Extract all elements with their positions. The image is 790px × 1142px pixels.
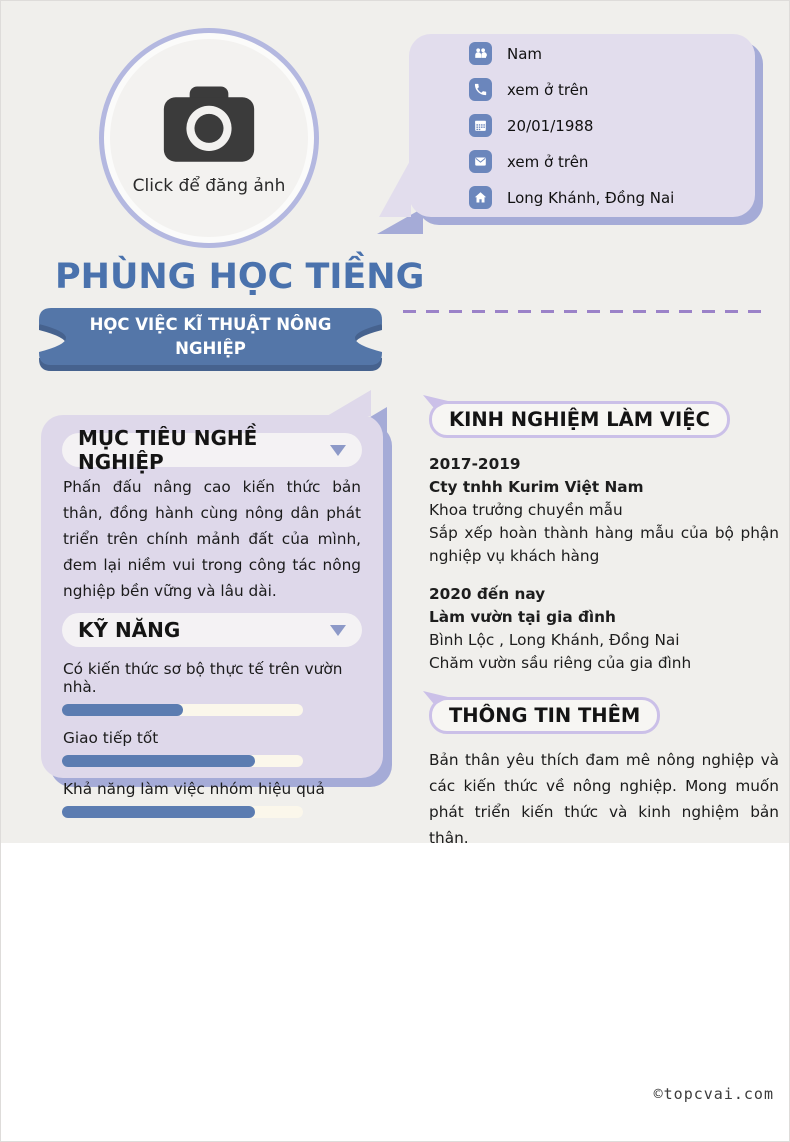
more-info-text: Bản thân yêu thích đam mê nông nghiệp và các kiến thức về nông nghiệp. Mong muốn phát triển kiến thức và kinh nghiệm bản thân.	[429, 751, 779, 847]
contact-row-phone	[469, 78, 755, 101]
contact-row-email	[469, 150, 755, 173]
skill-item	[62, 660, 362, 716]
caret-down-icon[interactable]	[330, 625, 346, 636]
contact-birthday-value: 20/01/1988	[507, 116, 594, 135]
watermark: ©topcvai.com	[653, 1085, 774, 1103]
candidate-name: PHÙNG HỌC TIỀNG	[55, 257, 425, 297]
contact-email-value: xem ở trên	[507, 152, 589, 171]
experience-period: 2020 đến nay	[429, 585, 546, 603]
camera-icon	[155, 80, 263, 170]
skill-label: Có kiến thức sơ bộ thực tế trên vườn nhà.	[63, 660, 343, 696]
skill-label: Khả năng làm việc nhóm hiệu quả	[63, 780, 325, 798]
photo-upload-button[interactable]	[99, 28, 319, 248]
dashed-divider	[403, 310, 763, 313]
cv-top-section	[1, 1, 789, 847]
experience-role: Khoa trưởng chuyền mẫu	[429, 501, 623, 519]
right-column	[429, 401, 779, 851]
objective-heading: MỤC TIÊU NGHỀ NGHIỆP	[78, 426, 258, 474]
skill-bar-fill	[62, 755, 255, 767]
gender-icon	[469, 42, 492, 65]
skill-item	[62, 780, 362, 818]
skills-section-header	[62, 613, 362, 647]
skill-label: Giao tiếp tốt	[63, 729, 159, 747]
experience-entry	[429, 453, 779, 568]
skill-bar-track	[62, 755, 303, 767]
experience-entry	[429, 583, 779, 675]
contact-phone-value: xem ở trên	[507, 80, 589, 99]
experience-location: Bình Lộc , Long Khánh, Đồng Nai	[429, 631, 680, 649]
contact-row-address	[469, 186, 755, 209]
contact-row-gender	[469, 42, 755, 65]
skill-bar-track	[62, 704, 303, 716]
left-panel	[41, 415, 383, 798]
contact-address-value: Long Khánh, Đồng Nai	[507, 188, 675, 207]
skill-bar-fill	[62, 806, 255, 818]
more-info-section	[429, 697, 779, 734]
skills-heading: KỸ NĂNG	[78, 618, 181, 642]
job-title-ribbon	[39, 308, 382, 372]
experience-description: Chăm vườn sầu riêng của gia đình	[429, 654, 692, 672]
phone-icon	[469, 78, 492, 101]
contact-row-birthday	[469, 114, 755, 137]
photo-upload-label: Click để đăng ảnh	[132, 176, 286, 196]
contact-card	[409, 34, 755, 217]
experience-period: 2017-2019	[429, 455, 521, 473]
experience-org: Cty tnhh Kurim Việt Nam	[429, 478, 644, 496]
objective-text: Phấn đấu nâng cao kiến thức bản thân, đồng hành cùng nông dân phát triển trên chính mảnh đất của mình, đem lại niềm vui trong công tác nông nghiệp bền vững và lâu dài.	[63, 478, 361, 600]
contact-gender-value: Nam	[507, 44, 543, 63]
job-title: HỌC VIỆC KĨ THUẬT NÔNG NGHIỆP	[89, 314, 332, 358]
skill-item	[62, 729, 362, 767]
caret-down-icon[interactable]	[330, 445, 346, 456]
objective-section-header	[62, 426, 362, 474]
experience-org: Làm vườn tại gia đình	[429, 608, 616, 626]
calendar-icon	[469, 114, 492, 137]
more-info-section-header: THÔNG TIN THÊM	[429, 697, 660, 734]
home-icon	[469, 186, 492, 209]
experience-description: Sắp xếp hoàn thành hàng mẫu của bộ phận nghiệp vụ khách hàng	[429, 524, 779, 565]
skill-bar-fill	[62, 704, 183, 716]
experience-section-header: KINH NGHIỆM LÀM VIỆC	[429, 401, 730, 438]
skill-bar-track	[62, 806, 303, 818]
mail-icon	[469, 150, 492, 173]
